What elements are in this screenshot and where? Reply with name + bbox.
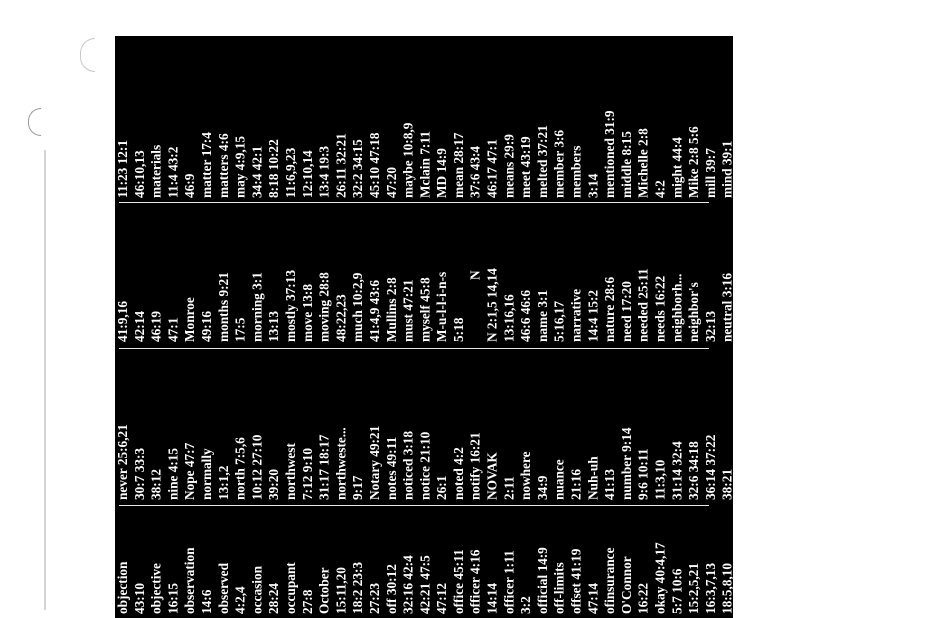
index-entry: means 29:9 <box>501 134 517 198</box>
index-entry: notes 49:11 <box>383 436 399 500</box>
index-entry: northwest <box>282 443 298 500</box>
index-entry: ofinsurance <box>602 547 618 614</box>
index-entry: name 3:1 <box>534 289 550 342</box>
index-entry: 46:17 47:1 <box>484 139 500 198</box>
scan-mark-middle <box>28 108 41 136</box>
index-entry: 13:4 19:3 <box>316 145 332 198</box>
index-entry: nature 28:6 <box>602 276 618 342</box>
index-entry: 12:10,14 <box>299 150 315 198</box>
index-entry: 11:6,9,23 <box>282 147 298 198</box>
index-entry: Monroe <box>182 297 198 342</box>
column-divider <box>119 505 709 506</box>
index-entry: 49:16 <box>198 310 214 342</box>
index-entry: much 10:2,9 <box>350 272 366 342</box>
index-entry: 23:16,24 <box>803 566 819 614</box>
index-entry: may 4:9,15 <box>232 135 248 198</box>
index-entry: northweste... <box>333 427 349 500</box>
index-entry: never 25:6,21 <box>115 424 130 500</box>
index-entry: neighbor's <box>686 282 702 342</box>
index-entry: 11:3,10 <box>652 459 668 500</box>
index-entry: minute 42:19 <box>736 123 752 198</box>
index-entry: 26:11 32:21 <box>333 133 349 198</box>
index-entry: 37:6 43:4 <box>467 145 483 198</box>
index-entry: 19:14,18 <box>753 566 769 614</box>
column-entries <box>115 354 837 500</box>
index-entry: narrative <box>568 288 584 342</box>
index-entry: 42:14 <box>131 310 147 342</box>
index-entry: 11:4 43:2 <box>165 146 181 198</box>
index-entry: noticed 3:18 <box>400 430 416 500</box>
column-divider <box>119 348 709 349</box>
index-column-2 <box>115 204 733 346</box>
index-entry: 13:13 <box>266 310 282 342</box>
index-column-1 <box>115 36 937 202</box>
index-entry: N 2:1,5 14,14 <box>484 268 500 342</box>
index-entry: 38:12 <box>148 468 164 500</box>
index-entry: mixed 10:8 <box>820 135 836 198</box>
index-entry: nuance <box>551 459 567 500</box>
index-entry: move 13:8 <box>299 284 315 342</box>
index-entry: 9:17 <box>350 475 366 500</box>
index-entry: 3:2 <box>518 596 534 614</box>
index-entry: Nuh-uh <box>585 456 601 500</box>
index-entry: mixture <box>854 153 870 198</box>
index-entry: 45:9 <box>820 475 836 500</box>
index-entry: 17:5 <box>232 317 248 342</box>
index-entry: 4:2 <box>652 180 668 198</box>
index-entry: 46:10,13 <box>131 150 147 198</box>
index-entry: neutral 3:16 <box>719 272 735 342</box>
index-entry: Notary 49:21 <box>366 425 382 500</box>
index-entry: 14:14 <box>484 582 500 614</box>
index-entry: object 44:15 <box>803 430 819 500</box>
index-entry: NOVAK <box>484 452 500 500</box>
index-entry: O 5:14 13:16 <box>753 427 769 500</box>
index-entry: October <box>316 567 332 614</box>
index-entry: MD 14:9 <box>434 148 450 198</box>
index-entry: 43:10 <box>131 582 147 614</box>
index-entry: 15:2,5,21 <box>686 563 702 614</box>
index-entry: maybe 10:8,9 <box>400 122 416 198</box>
index-entry: must 47:21 <box>400 279 416 342</box>
index-entry: mentioned 31:9 <box>602 110 618 198</box>
index-entry: middle 8:15 <box>618 131 634 198</box>
index-entry: matter 17:4 <box>198 132 214 198</box>
index-entry: observation <box>182 547 198 614</box>
index-entry: Michelle 2:8 <box>635 128 651 198</box>
index-entry: 46:19 <box>148 310 164 342</box>
index-entry: 16:22 <box>635 582 651 614</box>
index-entry: occasion <box>249 565 265 614</box>
index-entry: objection <box>115 561 130 614</box>
index-entry: Mike 2:8 5:6 <box>686 126 702 198</box>
index-entry: O <box>736 421 752 433</box>
index-entry: 5:7 10:6 <box>669 568 685 614</box>
index-entry: off-limits <box>551 562 567 614</box>
index-entry: member 3:6 <box>551 129 567 198</box>
index-entry: mill 39:7 <box>702 148 718 198</box>
index-entry: members <box>568 145 584 198</box>
index-entry: 46:9 <box>182 173 198 198</box>
index-entry: 14:6 <box>198 589 214 614</box>
index-entry: nowhere <box>518 451 534 500</box>
index-entry: normally <box>198 448 214 500</box>
index-entry: materials <box>148 144 164 198</box>
index-entry: 32:16 42:4 <box>400 555 416 614</box>
column-divider <box>119 202 709 203</box>
column-entries <box>115 512 837 614</box>
index-entry: needs 16:22 <box>652 275 668 342</box>
index-entry: 18:14,21 <box>736 566 752 614</box>
index-entry: 13:16 27:6 <box>770 441 786 500</box>
index-entry: Mm-hmm <box>887 140 903 198</box>
index-entry: 6:20 <box>803 173 819 198</box>
index-entry: needed 25:11 <box>635 268 651 342</box>
index-entry: myself 45:8 <box>417 277 433 342</box>
index-entry: 32:2 34:15 <box>350 139 366 198</box>
index-entry: matters 4:6 <box>215 133 231 198</box>
index-entry: 13:1,2 <box>215 465 231 500</box>
index-entry: Nope 47:7 <box>182 442 198 500</box>
index-entry: offset 41:19 <box>568 548 584 614</box>
index-entry: 32:6 34:18 <box>686 441 702 500</box>
index-entry: 31:14 32:4 <box>669 441 685 500</box>
index-entry: 41:13 <box>602 468 618 500</box>
index-entry: 4:2,4 <box>232 586 248 614</box>
index-entry: 27:23 <box>366 582 382 614</box>
index-column-3 <box>115 350 836 504</box>
index-entry: 47:12 <box>434 582 450 614</box>
binding-edge-line <box>44 150 46 610</box>
index-entry: observed <box>215 563 231 614</box>
index-entry: okay 40:4,17 <box>652 542 668 614</box>
index-entry: 46:6 46:6 <box>518 289 534 342</box>
index-entry: 8:18 10:22 <box>266 139 282 198</box>
index-entry: months 9:21 <box>215 272 231 342</box>
index-entry: 27:8 <box>299 589 315 614</box>
index-entry: 21:5,15 <box>786 573 802 614</box>
index-entry: Mullins 2:8 <box>383 277 399 342</box>
index-entry: 47:20 <box>383 166 399 198</box>
index-entry: 7:12 9:10 <box>299 447 315 500</box>
index-entry: notice 21:10 <box>417 431 433 500</box>
column-entries <box>115 208 736 342</box>
index-entry: might 44:4 <box>669 137 685 198</box>
index-entry: mostly 37:13 <box>282 269 298 342</box>
index-entry: need 17:20 <box>618 281 634 342</box>
index-entry: money 40:11 <box>921 126 937 198</box>
index-entry: 10:12 27:10 <box>249 434 265 500</box>
index-entry: Missouri <box>786 147 802 198</box>
index-entry: 46:18 <box>870 166 886 198</box>
index-entry: meet 43:19 <box>518 136 534 198</box>
index-column-4 <box>115 508 836 618</box>
index-entry: 18:5,8,10 <box>719 563 735 614</box>
index-entry: 47:9 <box>753 173 769 198</box>
index-entry: 9:6 10:11 <box>635 448 651 500</box>
index-entry: moving 28:8 <box>316 272 332 342</box>
index-entry: 34:9 <box>534 475 550 500</box>
index-entry: 16:3,7,13 <box>702 563 718 614</box>
index-entry: neighborh... <box>669 273 685 342</box>
index-entry: 31:17 18:17 <box>316 434 332 500</box>
index-entry: notify 16:21 <box>467 432 483 500</box>
index-entry: missing 8:13 <box>770 127 786 198</box>
index-entry: 36:14 37:22 <box>702 434 718 500</box>
index-entry: Mclain 7:11 <box>417 131 433 198</box>
index-entry: morning 3:1 <box>249 272 265 342</box>
index-entry: officer 1:11 <box>501 550 517 614</box>
index-entry: 15:11,20 <box>333 567 349 614</box>
index-entry: mind 39:1 <box>719 140 735 198</box>
index-entry: off 30:12 <box>383 564 399 614</box>
index-page <box>115 36 937 618</box>
index-entry: objective <box>148 563 164 614</box>
index-entry: 42:21 47:5 <box>417 555 433 614</box>
index-entry: mean 28:17 <box>450 132 466 198</box>
index-entry: oath 49:6 <box>786 447 802 500</box>
index-entry: 11:12 <box>837 167 853 198</box>
index-entry: melted 37:21 <box>534 125 550 198</box>
index-entry: 21:16 <box>568 468 584 500</box>
index-entry: N <box>467 270 483 280</box>
index-entry: 11:23 12:1 <box>115 140 130 198</box>
index-entry: official 14:9 <box>534 547 550 614</box>
index-entry: 18:2 23:3 <box>350 561 366 614</box>
index-entry: 45:10 47:18 <box>366 132 382 198</box>
index-entry: 41:4,9 43:6 <box>366 279 382 342</box>
index-entry: 41:9,16 <box>115 301 130 342</box>
index-entry: 34:4 42:1 <box>249 145 265 198</box>
index-entry: north 7:5,6 <box>232 437 248 500</box>
index-entry: number 9:14 <box>618 427 634 500</box>
index-entry: 47:1 <box>165 317 181 342</box>
index-entry: 2:11 <box>501 476 517 500</box>
column-entries <box>115 40 938 198</box>
index-entry: 20:12,21 <box>770 566 786 614</box>
index-entry: 24:24 27:18 <box>820 548 836 614</box>
index-entry: 28:24 <box>266 582 282 614</box>
index-entry: O'Connor <box>618 556 634 614</box>
index-entry: 26:1 <box>434 475 450 500</box>
index-entry: noted 4:2 <box>450 447 466 500</box>
index-entry: officer 4:16 <box>467 549 483 614</box>
index-entry: 13:16,16 <box>501 294 517 342</box>
index-entry: 48:22,23 <box>333 294 349 342</box>
index-entry: 5:18 <box>450 317 466 342</box>
index-entry: 14:4 15:2 <box>585 289 601 342</box>
scan-mark-top <box>80 38 95 72</box>
index-entry: office 45:11 <box>450 549 466 614</box>
index-entry: 3:14 <box>585 173 601 198</box>
index-entry: 16:15 <box>165 582 181 614</box>
index-entry: M-u-l-l-i-n-s <box>434 271 450 342</box>
index-entry: occupant <box>282 562 298 614</box>
index-entry: 36:16 37:18 <box>904 132 920 198</box>
index-entry: 38:21 <box>719 468 735 500</box>
index-entry: 32:13 <box>702 310 718 342</box>
index-entry: nine 4:15 <box>165 447 181 500</box>
index-entry: 39:20 <box>266 468 282 500</box>
index-entry: 47:14 <box>585 582 601 614</box>
index-entry: 30:7 33:3 <box>131 447 147 500</box>
index-entry: 5:16,17 <box>551 301 567 342</box>
